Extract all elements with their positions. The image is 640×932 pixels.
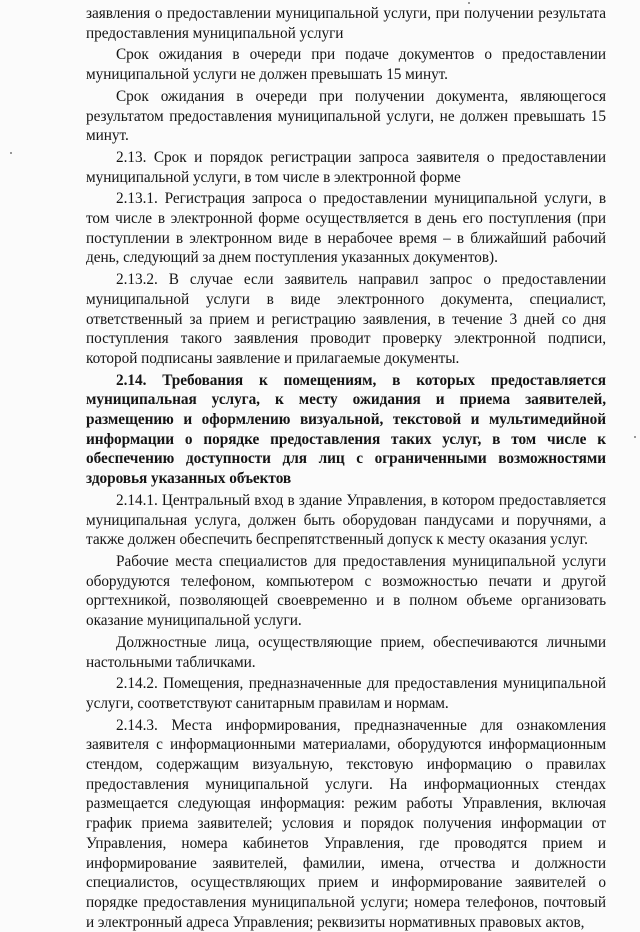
- scan-speck: [634, 436, 636, 438]
- paragraph: Срок ожидания в очереди при подаче документов о предоставлении муниципальной услуги не должен превышать 15 минут.: [86, 46, 606, 84]
- scan-speck: [10, 152, 12, 154]
- paragraph: Срок ожидания в очереди при получении документа, являющегося результатом предоставления муниципальной услуги, не должен превышать 15 минут.: [86, 87, 606, 145]
- paragraph: 2.13.1. Регистрация запроса о предоставлении муниципальной услуги, в том числе в электронной форме осуществляется в день его поступления (при поступлении в электронном виде в нерабочее время – в ближайший рабочий день, следующий за днем поступления указанных документов).: [86, 190, 606, 267]
- paragraph: Рабочие места специалистов для предоставления муниципальной услуги оборудуются телефоном, компьютером с возможностью печати и другой оргтехникой, позволяющей своевременно и в полном объеме организовать оказание муниципальной услуги.: [86, 552, 606, 630]
- paragraph: 2.13.2. В случае если заявитель направил запрос о предоставлении муниципальной услуги в виде электронного документа, специалист, ответственный за прием и регистрацию заявления, в течение 3 дней со дня поступления такого заявления проводит проверку электронной подписи, которой подписаны заявление и прилагаемые документы.: [86, 271, 606, 367]
- scan-speck: [468, 2, 470, 4]
- paragraph: Должностные лица, осуществляющие прием, обеспечиваются личными настольными табличками.: [86, 633, 606, 671]
- paragraph: 2.14.1. Центральный вход в здание Управления, в котором предоставляется муниципальная услуга, должен быть оборудован пандусами и поручнями, а также должен обеспечить беспрепятственный допуск к месту оказания услуг.: [86, 491, 606, 549]
- paragraph: заявления о предоставлении муниципальной услуги, при получении результата предоставления муниципальной услуги: [86, 5, 606, 42]
- section-heading-bold: 2.14. Требования к помещениям, в которых предоставляется муниципальная услуга, к месту ожидания и приема заявителей, размещению и оформлению визуальной, текстовой и мультимедийной информации о порядке предоставления таких услуг, в том числе к обеспечению доступности для лиц с ограниченными возможностями здоровья указанных объектов: [86, 371, 606, 488]
- paragraph: 2.14.2. Помещения, предназначенные для предоставления муниципальной услуги, соответствуют санитарным правилам и нормам.: [86, 675, 606, 712]
- paragraph: 2.14.3. Места информирования, предназначенные для ознакомления заявителя с информационными материалами, оборудуются информационным стендом, содержащим визуальную, текстовую информацию о правилах предоставления муниципальной услуги. На информационных стендах размещается следующая информация: режим работы Управления, включая график приема заявителей; условия и порядок получения информации от Управления, номера кабинетов Управления, где проводятся прием и информирование заявителей, фамилии, имена, отчества и должности специалистов, осуществляющих прием и информирование заявителей о порядке предоставления муниципальной услуги; номера телефонов, почтовый и электронный адреса Управления; реквизиты нормативных правовых актов,: [86, 716, 606, 931]
- section-heading: 2.13. Срок и порядок регистрации запроса заявителя о предоставлении муниципальной услуги, в том числе в электронной форме: [86, 148, 606, 186]
